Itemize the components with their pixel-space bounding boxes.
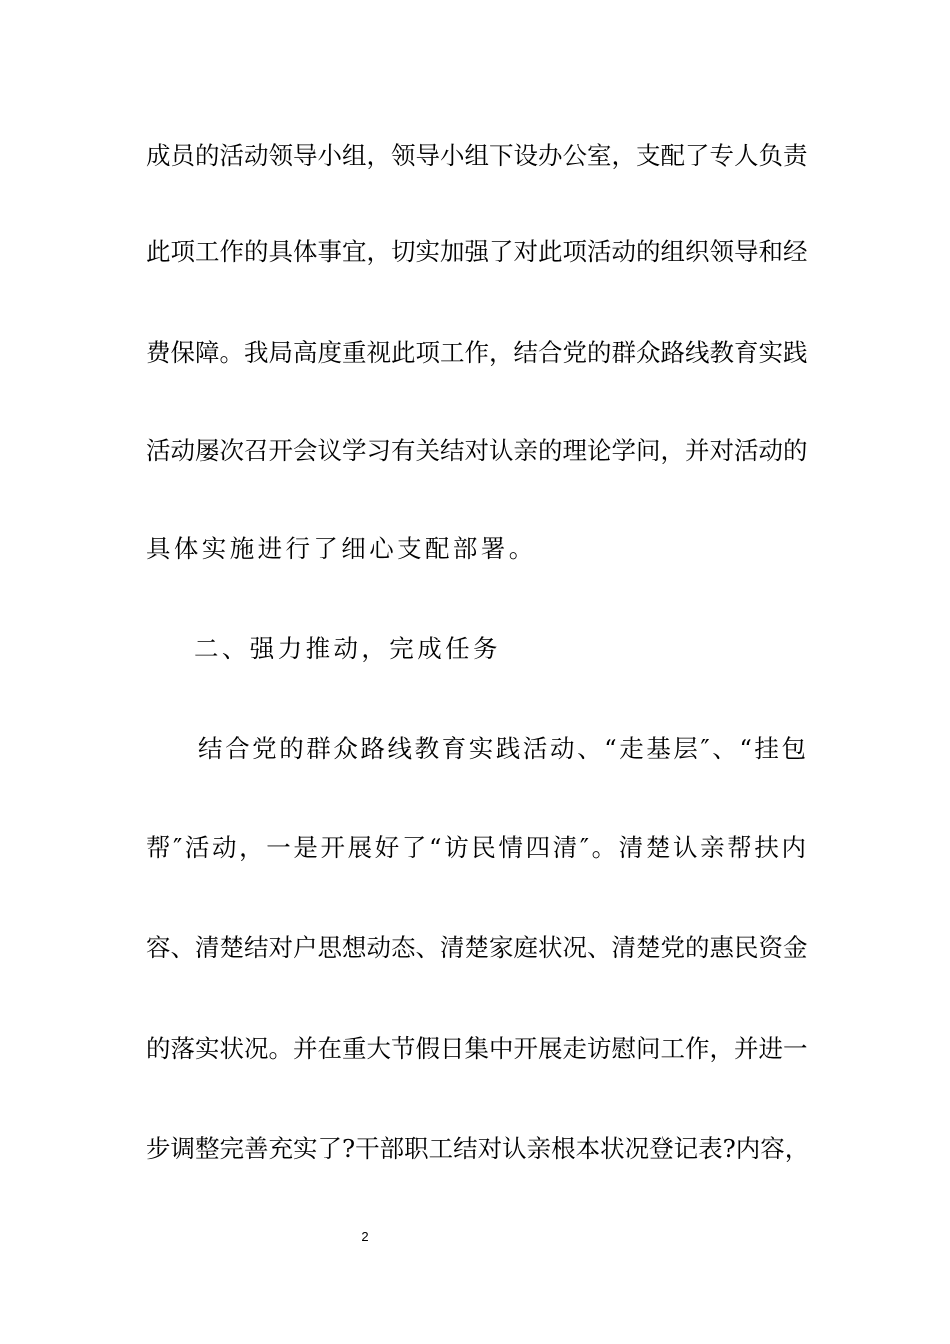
page-number: 2: [361, 1229, 369, 1244]
paragraph-line-3: 费保障。我局高度重视此项工作，结合党的群众路线教育实践: [146, 338, 808, 367]
paragraph2-line-5: 步调整完善充实了?干部职工结对认亲根本状况登记表?内容，: [146, 1134, 810, 1163]
section-heading: 二、强力推动，完成任务: [194, 634, 501, 663]
paragraph-line-1: 成员的活动领导小组，领导小组下设办公室，支配了专人负责: [146, 141, 808, 170]
paragraph2-line-3: 容、清楚结对户思想动态、清楚家庭状况、清楚党的惠民资金: [146, 933, 808, 962]
paragraph2-line-1: 结合党的群众路线教育实践活动、“走基层″、“挂包: [198, 734, 806, 763]
paragraph2-line-2: 帮″活动，一是开展好了“访民情四清″。清楚认亲帮扶内: [146, 833, 806, 862]
paragraph-line-5: 具体实施进行了细心支配部署。: [146, 534, 537, 563]
paragraph2-line-4: 的落实状况。并在重大节假日集中开展走访慰问工作，并进一: [146, 1034, 808, 1063]
paragraph-line-4: 活动屡次召开会议学习有关结对认亲的理论学问，并对活动的: [146, 436, 808, 465]
paragraph-line-2: 此项工作的具体事宜，切实加强了对此项活动的组织领导和经: [146, 237, 808, 266]
